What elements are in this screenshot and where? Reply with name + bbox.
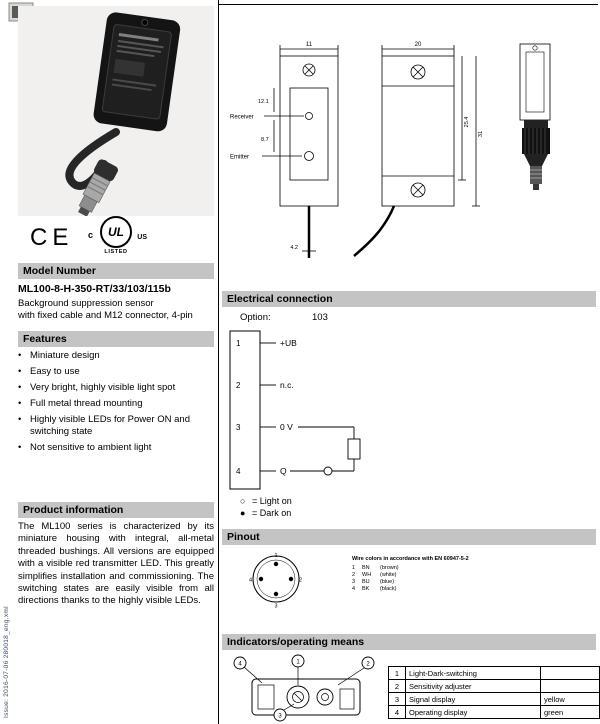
pinout-diagram — [246, 549, 306, 609]
pin-3-label: 0 V — [280, 422, 293, 432]
product-information-text: The ML100 series is characterized by its miniature housing with integral, all-metal threaded bushings. All versions are equipped with a visible red transmitter LED. This greatly simplifies installation and commissioning. The switching states are easily visible from all directions thanks to the highly visible LEDs. — [18, 521, 214, 607]
option-value: 103 — [312, 312, 328, 323]
pinout-pin-2: 2 — [299, 577, 303, 584]
light-on-legend: ○ = Light on — [240, 496, 292, 506]
indicator-row: 1 Light-Dark-switching — [389, 667, 600, 680]
wire-colors-table — [352, 565, 420, 593]
wire-colors-note: Wire colors in accordance with EN 60947-5-2 — [352, 556, 469, 562]
model-description-line1: Background suppression sensor — [18, 298, 154, 309]
pin-4-number: 4 — [236, 467, 241, 476]
receiver-label: Receiver — [230, 114, 254, 121]
feature-item: • Highly visible LEDs for Power ON and switching state — [18, 414, 214, 437]
product-photo — [18, 6, 214, 216]
ul-listed-label: LISTED — [104, 249, 128, 255]
issue-side-text: Issue: 2016-07-06 280018_eng.xml — [3, 606, 10, 718]
pin-2-label: n.c. — [280, 380, 294, 390]
ce-mark: CE — [30, 224, 74, 251]
side-view-drawing — [354, 45, 480, 256]
ul-canada-label: c — [88, 230, 94, 240]
sensor-image — [18, 6, 214, 216]
emitter-label: Emitter — [230, 154, 250, 161]
top-rule — [219, 4, 598, 5]
dim-20: 20 — [414, 42, 422, 48]
connector-version-drawing — [520, 44, 550, 190]
pin-1-number: 1 — [236, 339, 241, 348]
feature-item: • Miniature design — [18, 350, 214, 362]
feature-item: • Easy to use — [18, 366, 214, 378]
certification-marks — [18, 214, 214, 260]
dark-on-legend: ● = Dark on — [240, 508, 292, 518]
pinout-pin-4: 4 — [249, 577, 253, 584]
feature-item: • Very bright, highly visible light spot — [18, 382, 214, 394]
section-header-pinout: Pinout — [222, 529, 596, 545]
feature-item: • Full metal thread mounting — [18, 398, 214, 410]
section-header-product-information: Product information — [18, 502, 214, 518]
model-number: ML100-8-H-350-RT/33/103/115b — [18, 283, 171, 295]
dim-25-4: 25.4 — [464, 116, 470, 128]
indicator-row: 4 Operating display green — [389, 706, 600, 719]
wire-row: 2 WH (white) — [352, 572, 397, 578]
callout-3: 3 — [278, 713, 282, 720]
model-description-line2: with fixed cable and M12 connector, 4-pin — [18, 310, 193, 321]
callout-4: 4 — [238, 661, 242, 668]
sensor-body — [92, 11, 181, 132]
section-header-indicators: Indicators/operating means — [222, 634, 596, 650]
indicators-diagram — [228, 653, 380, 723]
section-header-features: Features — [18, 331, 214, 347]
dimension-drawings — [222, 8, 598, 286]
dim-31: 31 — [478, 130, 484, 138]
features-list — [18, 350, 214, 458]
ul-logo-text: UL — [108, 225, 124, 239]
option-label: Option: — [240, 312, 271, 323]
dim-11: 11 — [305, 42, 313, 48]
dim-12-1: 12.1 — [258, 99, 269, 105]
pin-1-label: +UB — [280, 338, 297, 348]
indicator-row: 3 Signal display yellow — [389, 693, 600, 706]
ul-logo-circle — [100, 216, 132, 248]
pinout-pin-1: 1 — [274, 553, 278, 559]
ul-us-label: US — [137, 234, 147, 241]
switching-legend — [240, 495, 292, 519]
feature-item: • Not sensitive to ambient light — [18, 442, 214, 454]
indicator-row: 2 Sensitivity adjuster — [389, 680, 600, 693]
electrical-connection-diagram — [222, 327, 596, 493]
dim-4-2: 4.2 — [290, 245, 298, 251]
ul-mark — [88, 216, 147, 255]
indicators-table — [388, 666, 600, 719]
dim-8-7: 8.7 — [261, 137, 269, 143]
wire-row: 3 BU (blue) — [352, 579, 395, 585]
wire-row: 4 BK (black) — [352, 586, 397, 592]
column-divider — [218, 0, 219, 724]
wire-row: 1 BN (brown) — [352, 565, 399, 571]
section-header-model-number: Model Number — [18, 263, 214, 279]
output-state-symbol — [324, 467, 332, 475]
callout-2: 2 — [366, 661, 370, 668]
section-header-electrical-connection: Electrical connection — [222, 291, 596, 307]
pin-2-number: 2 — [236, 381, 241, 390]
pin-3-number: 3 — [236, 423, 241, 432]
callout-1: 1 — [296, 659, 300, 666]
pin-4-label: Q — [280, 466, 287, 476]
front-view-drawing — [262, 45, 338, 258]
load-symbol — [348, 439, 360, 459]
pinout-pin-3: 3 — [274, 603, 278, 609]
